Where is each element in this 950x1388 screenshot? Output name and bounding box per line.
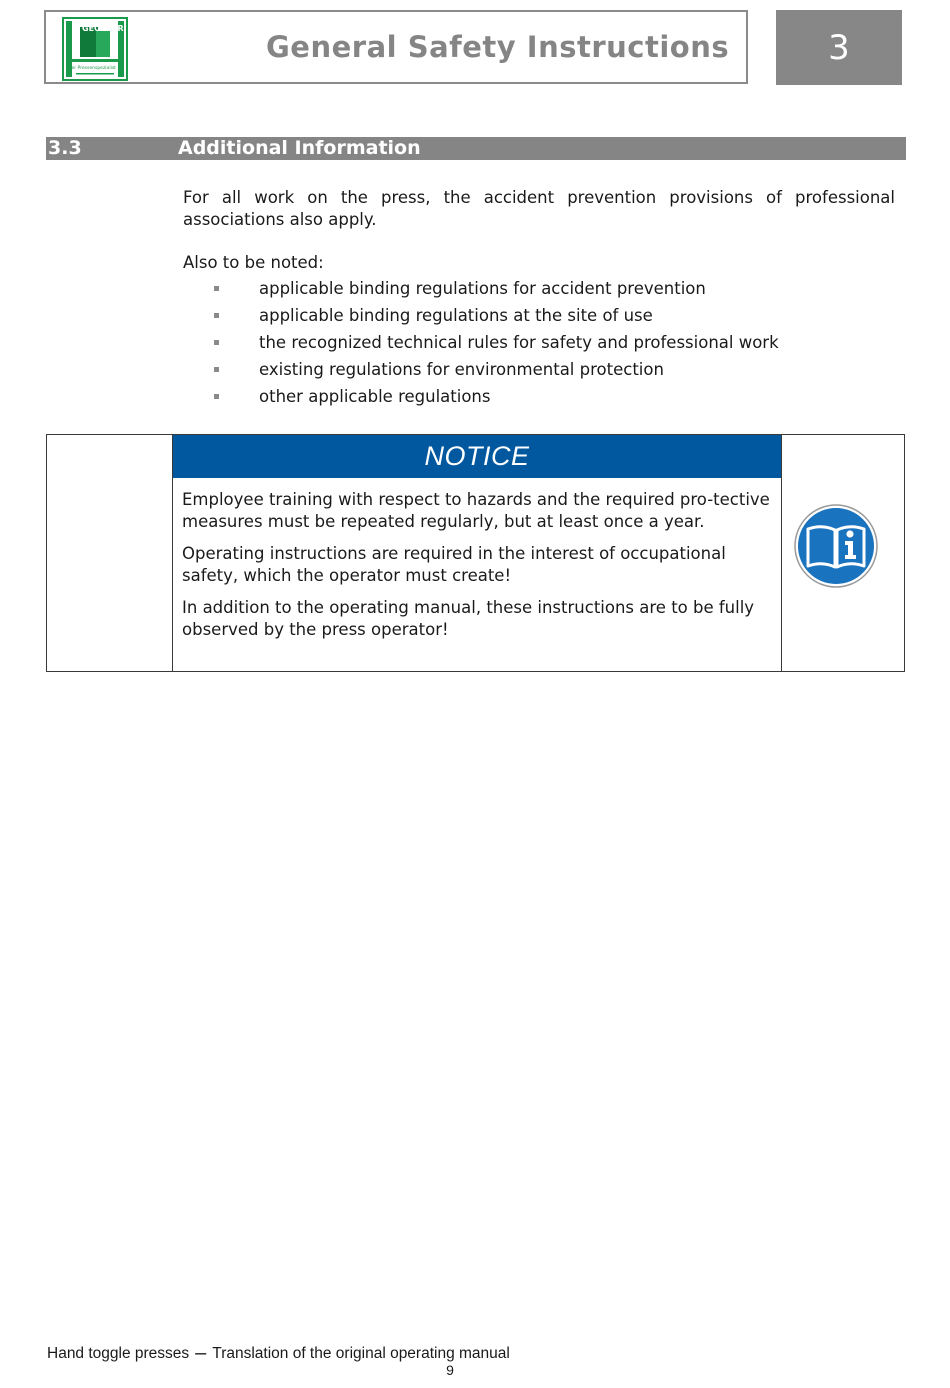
list-item-text: other applicable regulations [259,387,491,406]
list-item [212,305,779,332]
notice-left-cell [47,435,173,671]
footer-description: Translation of the original operating manual [212,1345,510,1362]
list-item [212,332,779,359]
company-logo [62,17,128,81]
notice-paragraph: In addition to the operating manual, these instructions are to be fully observed by the press operator! [182,598,755,639]
read-manual-info-icon [793,503,879,589]
list-item-text: existing regulations for environmental protection [259,360,664,379]
section-number: 3.3 [48,137,82,159]
notice-heading: NOTICE [173,435,781,478]
bullet-square-icon [214,286,219,291]
list-item-text: applicable binding regulations for accident prevention [259,279,706,298]
list-item [212,386,779,413]
bullet-square-icon [214,367,219,372]
list-item [212,278,779,305]
svg-text:GECHTER: GECHTER [82,24,124,33]
list-item-text: the recognized technical rules for safety and professional work [259,333,779,352]
footer-dash: – [195,1342,207,1364]
section-title: Additional Information [178,137,421,159]
bullet-square-icon [214,313,219,318]
bullet-square-icon [214,394,219,399]
bullet-square-icon [214,340,219,345]
section-heading [46,137,906,160]
notice-body [182,489,774,651]
footer-product: Hand toggle presses [47,1345,190,1362]
list-item [212,359,779,386]
svg-text:Der Pressenspezialist: Der Pressenspezialist [68,66,116,71]
page-number: 9 [446,1362,454,1378]
intro-paragraph: For all work on the press, the accident prevention provisions of professional associations also apply. [183,188,895,229]
list-item-text: applicable binding regulations at the site of use [259,306,653,325]
also-label: Also to be noted: [183,253,324,272]
notice-paragraph: Employee training with respect to hazards and the required pro-tective measures must be repeated regularly, but at least once a year. [182,490,770,531]
page-header [44,10,748,84]
notice-paragraph: Operating instructions are required in the interest of occupational safety, which the operator must create! [182,544,726,585]
chapter-number: 3 [776,10,902,85]
regulations-list [212,278,779,413]
footer-text [47,1341,510,1364]
notice-box [46,434,905,672]
header-title: General Safety Instructions [266,30,730,64]
notice-content-cell [173,435,782,671]
